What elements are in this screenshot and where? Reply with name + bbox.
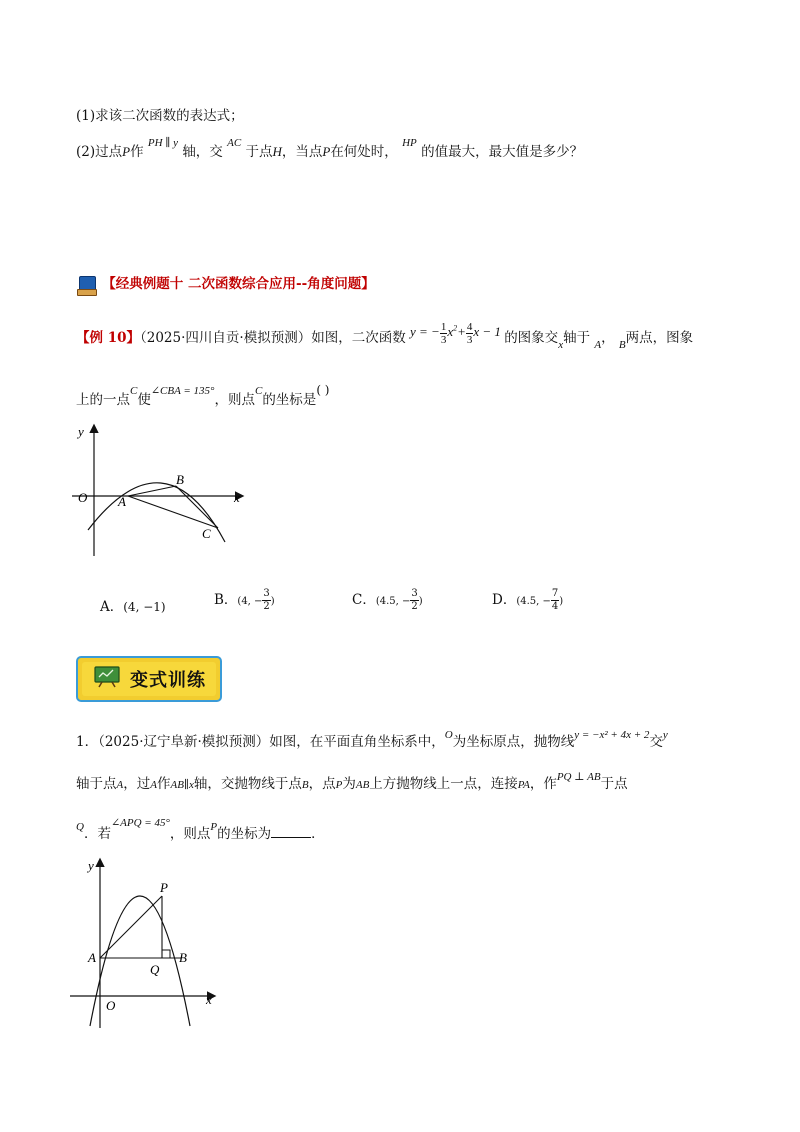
example-line-2: 上的一点$^C$使$^{\angle CBA = 135^\circ}$，则点$^C$的坐标是( )	[76, 383, 330, 408]
example-figure	[70, 420, 260, 560]
segment-pa	[100, 896, 162, 958]
label-o: O	[106, 998, 116, 1013]
answer-bracket: ( )	[316, 383, 330, 397]
parabola-curve	[90, 896, 190, 1026]
banner-label: 变式训练	[130, 670, 206, 691]
example-line-1: 【例 10】（2025·四川自贡·模拟预测）如图，二次函数 y = − $\frac{1}{3}$ $x^2+$ $\frac{4}{3}$ x − 1 的图象交$_x$轴于 $_A$， $_B$两点，图象	[76, 320, 694, 351]
answer-blank[interactable]	[271, 825, 311, 838]
math-hp: HP	[402, 137, 417, 149]
parabola-equation: y = −x² + 4x + 2	[574, 729, 650, 741]
label-x: x	[234, 490, 240, 505]
angle-apq: ∠APQ = 45°	[110, 817, 170, 829]
label-b: B	[179, 950, 187, 965]
segment-ac	[128, 496, 218, 528]
label-y: y	[78, 424, 84, 439]
exercise-line-1: 1．（2025·辽宁阜新·模拟预测）如图，在平面直角坐标系中，$^O$为坐标原点，抛物线$^{y = -x^2 + 4x + 2}$交$^y$	[76, 729, 668, 750]
angle-cba: ∠CBA = 135°	[150, 385, 215, 397]
label-c: C	[202, 526, 211, 541]
label-o: O	[78, 490, 88, 505]
right-angle-mark	[162, 950, 170, 958]
label-a: A	[88, 950, 96, 965]
section-header	[76, 272, 375, 295]
exercise-figure	[66, 852, 226, 1032]
label-b: B	[176, 472, 184, 487]
section-title: 【经典例题十 二次函数综合应用--角度问题】	[102, 276, 375, 292]
variant-training-banner	[76, 656, 222, 702]
option-d[interactable]: D．(4.5, − $\frac{7}{4}$ )	[492, 588, 564, 612]
segment-bc	[176, 486, 218, 528]
math-ph-parallel-y: PH ∥ y	[147, 137, 179, 149]
label-q: Q	[150, 962, 160, 977]
label-y: y	[88, 858, 94, 873]
whiteboard-icon	[94, 666, 120, 688]
option-a[interactable]: A．(4, −1)	[100, 599, 166, 615]
exercise-line-2: 轴于点A，过A作AB∥x轴，交抛物线于点B，点P为AB上方抛物线上一点，连接PA，作$^{PQ \perp AB}$于点	[76, 771, 628, 792]
math-ac: AC	[227, 137, 242, 149]
question-part-2: (2)过点P作 $^{PH \parallel y}$ 轴，交 $^{AC}$ 于点H，当点P在何处时， $^{HP}$ 的值最大，最大值是多少？	[76, 137, 584, 160]
example-label: 【例 10】	[76, 330, 140, 346]
exercise-line-3: $^Q$．若$^{\angle APQ = 45^\circ}$，则点$^P$的坐标为 ．	[76, 817, 325, 842]
question-part-1: (1)求该二次函数的表达式；	[76, 108, 244, 124]
label-x: x	[206, 992, 212, 1007]
book-icon	[76, 275, 98, 295]
label-p: P	[160, 880, 168, 895]
option-b[interactable]: B．(4, − $\frac{3}{2}$ )	[214, 588, 275, 612]
function-expression: y = − $\frac{1}{3}$ $x^2+$ $\frac{4}{3}$ x − 1	[410, 320, 501, 346]
label-a: A	[118, 494, 126, 509]
option-c[interactable]: C．(4.5, − $\frac{3}{2}$ )	[352, 588, 423, 612]
